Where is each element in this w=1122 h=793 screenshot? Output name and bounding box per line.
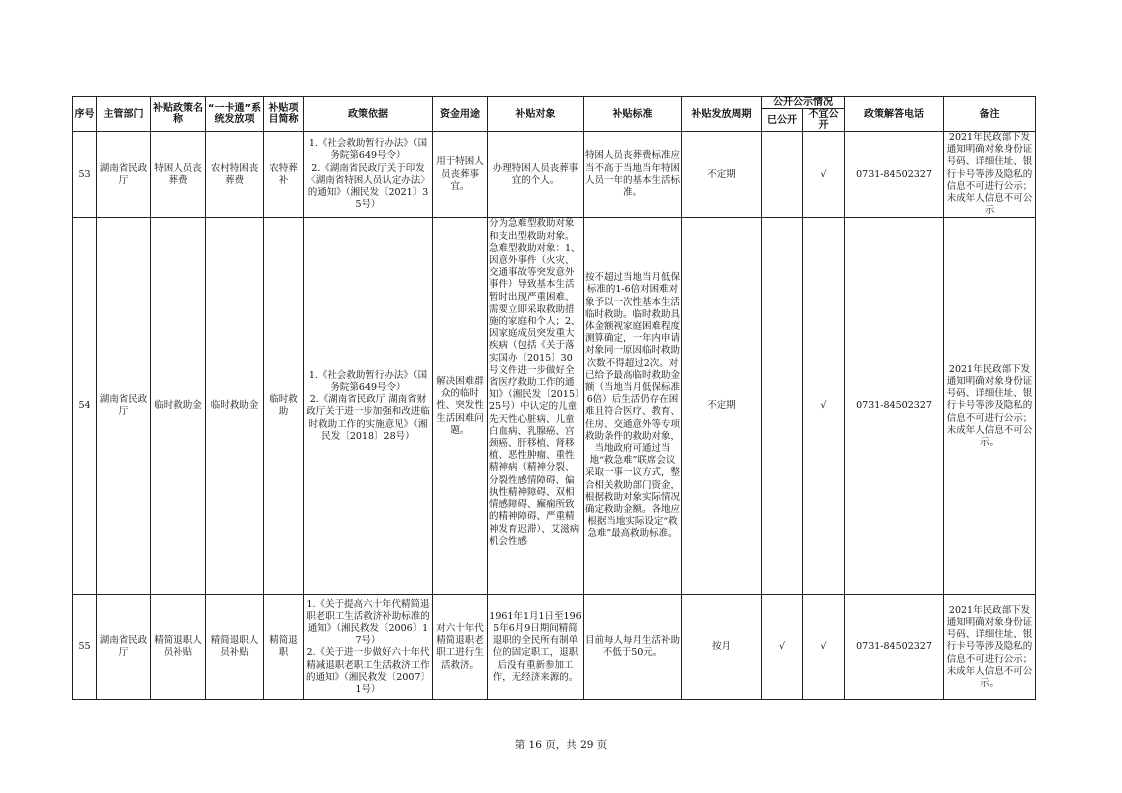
cell-system: 农村特困丧葬费 <box>206 132 264 218</box>
cell-public <box>762 218 803 595</box>
cell-abbr: 临时救助 <box>264 218 304 595</box>
cell-seq: 54 <box>73 218 97 595</box>
cell-basis: 1.《关于提高六十年代精简退职老职工生活救济补助标准的通知》（湘民救发〔2006〕17号） 2.《关于进一步做好六十年代精减退职老职工生活救济工作的通知》（湘民救发〔2007〕1号） <box>304 595 433 700</box>
header-standard: 补贴标准 <box>584 97 682 132</box>
cell-name: 临时救助金 <box>151 218 206 595</box>
cell-remark: 2021年民政部下发通知明确对象身份证号码、详细住址、银行卡号等涉及隐私的信息不可进行公示；未成年人信息不可公示。 <box>944 595 1036 700</box>
header-target: 补贴对象 <box>488 97 584 132</box>
cell-cycle: 不定期 <box>682 132 762 218</box>
cell-standard: 特困人员丧葬费标准应当不高于当地当年特困人员一年的基本生活标准。 <box>584 132 682 218</box>
header-publicity: 公开公示情况 <box>762 97 845 109</box>
header-public: 已公开 <box>762 109 803 132</box>
cell-basis: 1.《社会救助暂行办法》（国务院第649号令） 2.《湖南省民政厅 湖南省财政厅关于进一步加强和改进临时救助工作的实施意见》（湘民发〔2018〕28号） <box>304 218 433 595</box>
cell-name: 特困人员丧葬费 <box>151 132 206 218</box>
cell-system: 精简退职人员补贴 <box>206 595 264 700</box>
cell-dept: 湖南省民政厅 <box>97 595 151 700</box>
cell-public: √ <box>762 595 803 700</box>
cell-not-public: √ <box>803 218 845 595</box>
cell-phone: 0731-84502327 <box>845 218 944 595</box>
header-not-public: 不宜公开 <box>803 109 845 132</box>
cell-name: 精简退职人员补贴 <box>151 595 206 700</box>
table-row <box>73 595 1036 700</box>
header-dept: 主管部门 <box>97 97 151 132</box>
cell-cycle: 不定期 <box>682 218 762 595</box>
table-row <box>73 132 1036 218</box>
cell-public <box>762 132 803 218</box>
cell-phone: 0731-84502327 <box>845 132 944 218</box>
cell-use: 对六十年代精简退职老职工进行生活救济。 <box>433 595 488 700</box>
cell-remark: 2021年民政部下发通知明确对象身份证号码、详细住址、银行卡号等涉及隐私的信息不可进行公示；未成年人信息不可公示。 <box>944 218 1036 595</box>
cell-not-public: √ <box>803 132 845 218</box>
cell-seq: 55 <box>73 595 97 700</box>
policy-table <box>72 96 1036 700</box>
cell-remark: 2021年民政部下发通知明确对象身份证号码、详细住址、银行卡号等涉及隐私的信息不可进行公示；未成年人信息不可公示 <box>944 132 1036 218</box>
cell-target-text: 分为急难型救助对象和支出型救助对象。急难型救助对象：1、因意外事件（火灾、交通事故等突发意外事件）导致基本生活暂时出现严重困难、需要立即采取救助措施的家庭和个人；2、因家庭成员突发重大疾病（包括《关于落实国办〔2015〕30号文件进一步做好全省医疗救助工作的通知》（湘民发〔2015〕25号）中认定的儿童先天性心脏病、儿童白血病、乳腺癌、宫颈癌、肝移植、肾移植、恶性肿瘤、重性精神病（精神分裂、分裂性感情障碍、偏执性精神障碍、双相情感障碍、癫痫所致的精神障碍、严重精神发育迟滞）、艾滋病机会性感 <box>489 218 581 547</box>
cell-dept: 湖南省民政厅 <box>97 218 151 595</box>
header-cycle: 补贴发放周期 <box>682 97 762 132</box>
header-basis: 政策依据 <box>304 97 433 132</box>
table-row <box>73 218 1036 595</box>
header-system: “一卡通”系统发放项 <box>206 97 264 132</box>
cell-standard: 按不超过当地当月低保标准的1-6倍对困难对象予以一次性基本生活临时救助。临时救助具体金额视家庭困难程度测算确定，一年内申请对象同一原因临时救助次数不得超过2次。对已给予最高临时救助金额（当地当月低保标准6倍）后生活仍存在困难且符合医疗、教育、住房、交通意外等专项救助条件的救助对象，当地政府可通过当地“救急难”联席会议采取一事一议方式，整合相关救助部门资金，根据救助对象实际情况确定救助金额。各地应根据当地实际设定“救急难”最高救助标准。 <box>584 218 682 595</box>
header-phone: 政策解答电话 <box>845 97 944 132</box>
cell-abbr: 精简退职 <box>264 595 304 700</box>
cell-dept: 湖南省民政厅 <box>97 132 151 218</box>
header-name: 补贴政策名称 <box>151 97 206 132</box>
header-abbr: 补贴项目简称 <box>264 97 304 132</box>
cell-target <box>488 218 584 595</box>
cell-seq: 53 <box>73 132 97 218</box>
cell-phone: 0731-84502327 <box>845 595 944 700</box>
cell-system: 临时救助金 <box>206 218 264 595</box>
header-row <box>73 97 1036 109</box>
cell-basis: 1.《社会救助暂行办法》（国务院第649号令） 2.《湖南省民政厅关于印发〈湖南省特困人员认定办法〉的通知》（湘民发〔2021〕35号） <box>304 132 433 218</box>
cell-use: 解决困难群众的临时性、突发性生活困难问题。 <box>433 218 488 595</box>
cell-target: 1961年1月1日至1965年6月9日期间精简退职的全民所有制单位的固定职工，退职后没有重新参加工作，无经济来源的。 <box>488 595 584 700</box>
cell-cycle: 按月 <box>682 595 762 700</box>
cell-use: 用于特困人员丧葬事宜。 <box>433 132 488 218</box>
cell-abbr: 农特葬补 <box>264 132 304 218</box>
header-use: 资金用途 <box>433 97 488 132</box>
header-seq: 序号 <box>73 97 97 132</box>
cell-standard: 目前每人每月生活补助不低于50元。 <box>584 595 682 700</box>
page-footer: 第 16 页，共 29 页 <box>514 739 608 751</box>
cell-not-public: √ <box>803 595 845 700</box>
cell-target: 办理特困人员丧葬事宜的个人。 <box>488 132 584 218</box>
header-remark: 备注 <box>944 97 1036 132</box>
